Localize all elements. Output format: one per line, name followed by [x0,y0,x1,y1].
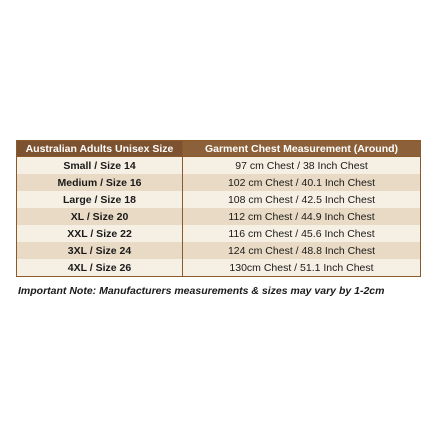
table-row [17,242,421,259]
size-cell: Small / Size 14 [17,157,183,175]
table-row [17,191,421,208]
size-cell: Large / Size 18 [17,191,183,208]
column-header-size: Australian Adults Unisex Size [17,141,183,157]
chest-cell: 116 cm Chest / 45.6 Inch Chest [183,225,421,242]
column-header-chest: Garment Chest Measurement (Around) [183,141,421,157]
chest-cell: 124 cm Chest / 48.8 Inch Chest [183,242,421,259]
size-cell: 4XL / Size 26 [17,259,183,277]
chest-cell: 102 cm Chest / 40.1 Inch Chest [183,174,421,191]
chest-cell: 108 cm Chest / 42.5 Inch Chest [183,191,421,208]
size-cell: 3XL / Size 24 [17,242,183,259]
chest-cell: 112 cm Chest / 44.9 Inch Chest [183,208,421,225]
sizing-note: Important Note: Manufacturers measurements & sizes may vary by 1-2cm [18,285,385,297]
size-cell: XL / Size 20 [17,208,183,225]
chest-cell: 97 cm Chest / 38 Inch Chest [183,157,421,175]
table-row [17,157,421,175]
size-cell: Medium / Size 16 [17,174,183,191]
table-row [17,208,421,225]
table-header-row [17,141,421,157]
size-cell: XXL / Size 22 [17,225,183,242]
size-chart-table [16,140,421,277]
table-row [17,259,421,277]
table-row [17,225,421,242]
chest-cell: 130cm Chest / 51.1 Inch Chest [183,259,421,277]
table-row [17,174,421,191]
